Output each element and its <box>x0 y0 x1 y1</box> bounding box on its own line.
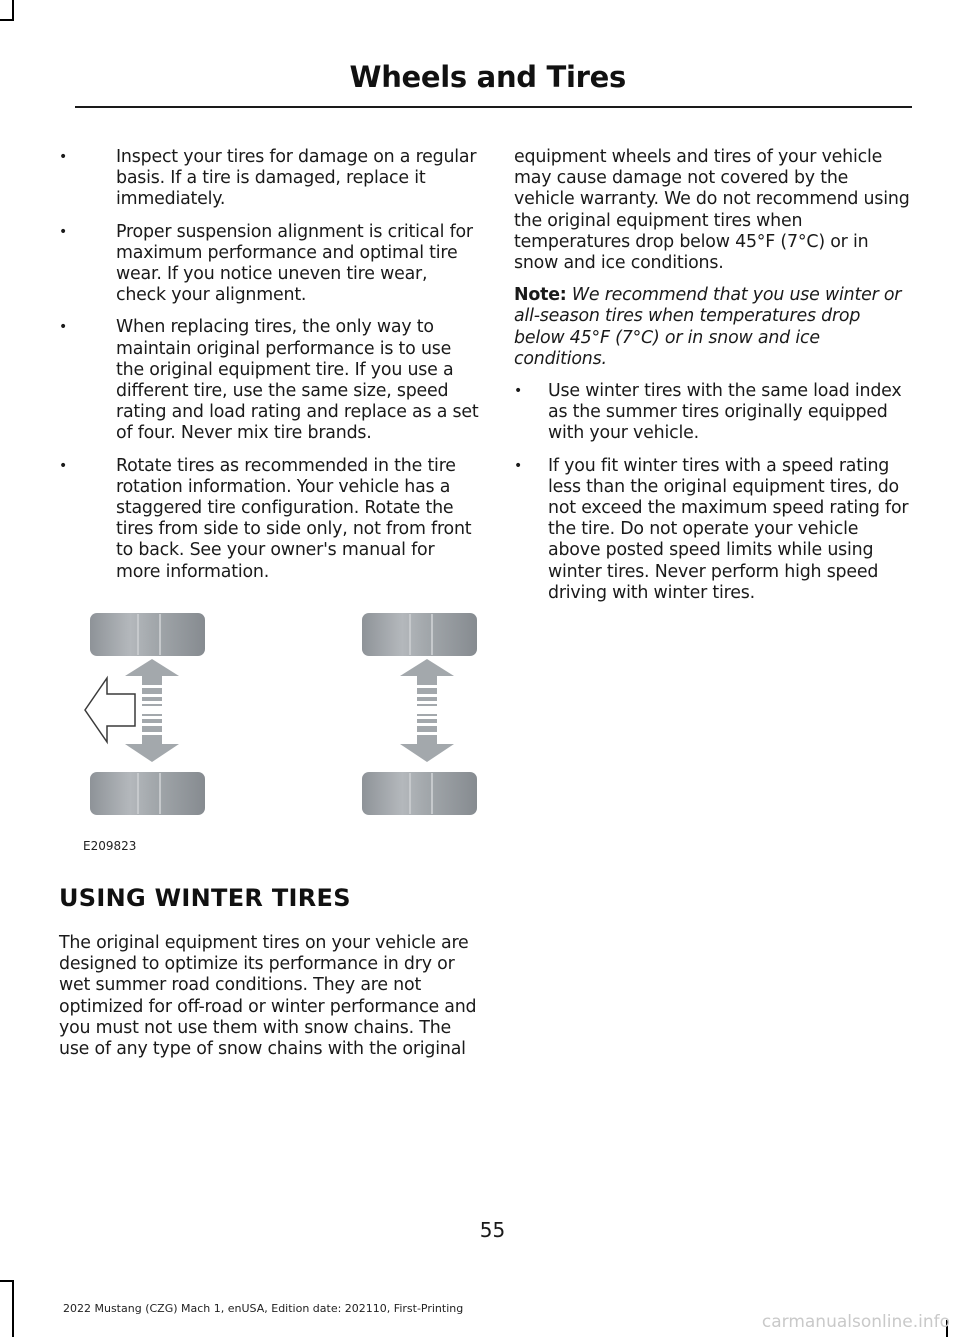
note-paragraph <box>514 285 910 370</box>
list-item: • Rotate tires as recommended in the tire rotation information. Your vehicle has a staggered tire configuration. Rotate the tires from side to side only, not from front to back. See your owner's manual for more information. <box>59 456 479 583</box>
crop-mark-bottom-left-v <box>12 1280 14 1337</box>
tire-icon <box>362 613 477 656</box>
list-item: • Use winter tires with the same load index as the summer tires originally equipped with your vehicle. <box>514 381 910 445</box>
tire-rotation-figure <box>80 602 480 857</box>
page-header-title: Wheels and Tires <box>349 60 626 94</box>
down-arrow-icon <box>400 714 454 762</box>
footer-edition: 2022 Mustang (CZG) Mach 1, enUSA, Edition date: 202110, First-Printing <box>63 1302 464 1315</box>
list-item: • If you fit winter tires with a speed rating less than the original equipment tires, do not exceed the maximum speed rating for the tire. Do not operate your vehicle above posted speed limits while using winter tires. Never perform high speed driving with winter tires. <box>514 456 910 604</box>
tire-icon <box>90 772 205 815</box>
page-number: 55 <box>479 1218 506 1242</box>
crop-mark-top-left-h <box>0 19 14 21</box>
crop-mark-top-left-v <box>12 0 14 20</box>
left-column <box>59 147 479 594</box>
tire-icon <box>362 772 477 815</box>
list-item: • When replacing tires, the only way to maintain original performance is to use the original equipment tire. If you use a different tire, use the same size, speed rating and load rating and replace as a set of four. Never mix tire brands. <box>59 317 479 444</box>
list-item: • Proper suspension alignment is critical for maximum performance and optimal tire wear. If you notice uneven tire wear, check your alignment. <box>59 222 479 307</box>
header-rule <box>75 106 912 108</box>
tire-care-list <box>59 147 479 583</box>
list-item: • Inspect your tires for damage on a regular basis. If a tire is damaged, replace it immediately. <box>59 147 479 211</box>
watermark: carmanualsonline.info <box>761 1312 950 1332</box>
section-body: The original equipment tires on your vehicle are designed to optimize its performance in dry or wet summer road conditions. They are not optimized for off-road or winter performance and you must not use them with snow chains. The use of any type of snow chains with the original <box>59 933 477 1060</box>
section-heading: USING WINTER TIRES <box>59 884 351 912</box>
up-arrow-icon <box>400 659 454 706</box>
tire-icon <box>90 613 205 656</box>
winter-tire-list <box>514 381 910 604</box>
figure-caption: E209823 <box>83 839 137 853</box>
note-label: Note: <box>514 285 567 306</box>
crop-mark-bottom-left-h <box>0 1280 14 1282</box>
note-text: We recommend that you use winter or all-season tires when temperatures drop below 45°F (7°C) or in snow and ice conditions. <box>514 285 902 369</box>
right-column <box>514 147 910 615</box>
continuation-paragraph: equipment wheels and tires of your vehicle may cause damage not covered by the vehicle warranty. We do not recommend using the original equipment tires when temperatures drop below 45°F (7°C) or in snow and ice conditions. <box>514 147 910 274</box>
direction-arrow-icon <box>85 678 135 742</box>
tire-rotation-diagram <box>80 602 480 857</box>
